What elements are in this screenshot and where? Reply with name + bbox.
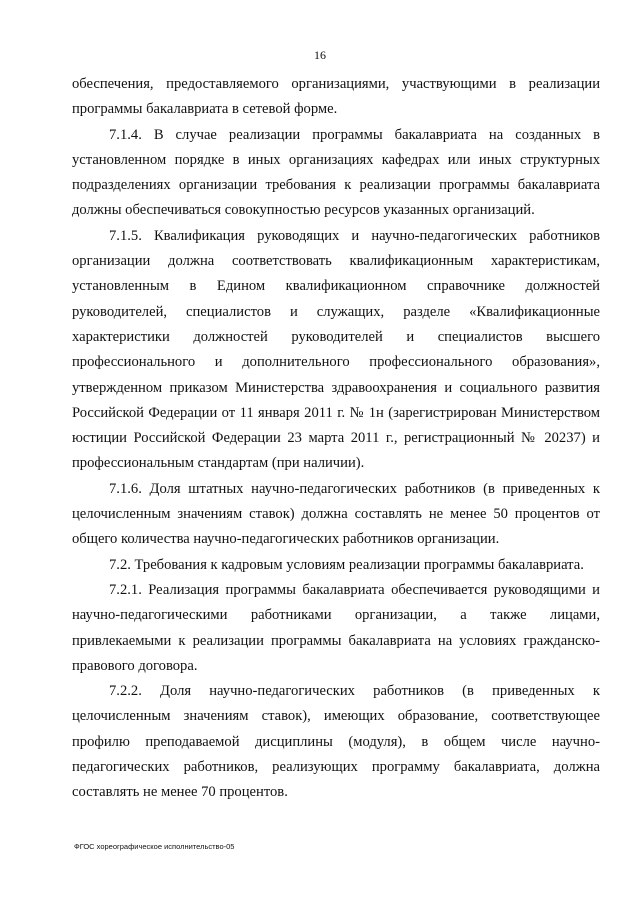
document-body <box>72 72 600 806</box>
paragraph-7-2-1: 7.2.1. Реализация программы бакалавриата обеспечивается руководящими и научно-педагогическими работниками организации, а также лицами, привлекаемыми к реализации программы бакалавриата на условиях гражданско-правового договора. <box>72 581 600 674</box>
paragraph-7-1-5: 7.1.5. Квалификация руководящих и научно-педагогических работников организации должна соответствовать квалификационным характеристикам, установленным в Едином квалификационном справочнике должностей руководителей, специалистов и служащих, разделе «Квалификационные характеристики должностей руководителей и специалистов высшего профессионального и дополнительного профессионального образования», утвержденном приказом Министерства здравоохранения и социального развития Российской Федерации от 11 января 2011 г. № 1н (зарегистрирован Министерством юстиции Российской Федерации 23 марта 2011 г., регистрационный № 20237) и профессиональным стандартам (при наличии). <box>72 227 600 472</box>
page-number: 16 <box>314 48 326 62</box>
paragraph-7-2: 7.2. Требования к кадровым условиям реализации программы бакалавриата. <box>109 556 584 573</box>
paragraph-continuation: обеспечения, предоставляемого организациями, участвующими в реализации программы бакалавриата в сетевой форме. <box>72 76 600 118</box>
document-footer: ФГОС хореографическое исполнительство-05 <box>74 842 235 851</box>
paragraph-7-1-6: 7.1.6. Доля штатных научно-педагогических работников (в приведенных к целочисленным значениям ставок) должна составлять не менее 50 процентов от общего количества научно-педагогических работников организации. <box>72 480 600 548</box>
paragraph-7-2-2: 7.2.2. Доля научно-педагогических работников (в приведенных к целочисленным значениям ставок), имеющих образование, соответствующее профилю преподаваемой дисциплины (модуля), в общем числе научно-педагогических работников, реализующих программу бакалавриата, должна составлять не менее 70 процентов. <box>72 683 600 801</box>
paragraph-7-1-4: 7.1.4. В случае реализации программы бакалавриата на созданных в установленном порядке в иных организациях кафедрах или иных структурных подразделениях организации требования к реализации программы бакалавриата должны обеспечиваться совокупностью ресурсов указанных организаций. <box>72 126 600 219</box>
